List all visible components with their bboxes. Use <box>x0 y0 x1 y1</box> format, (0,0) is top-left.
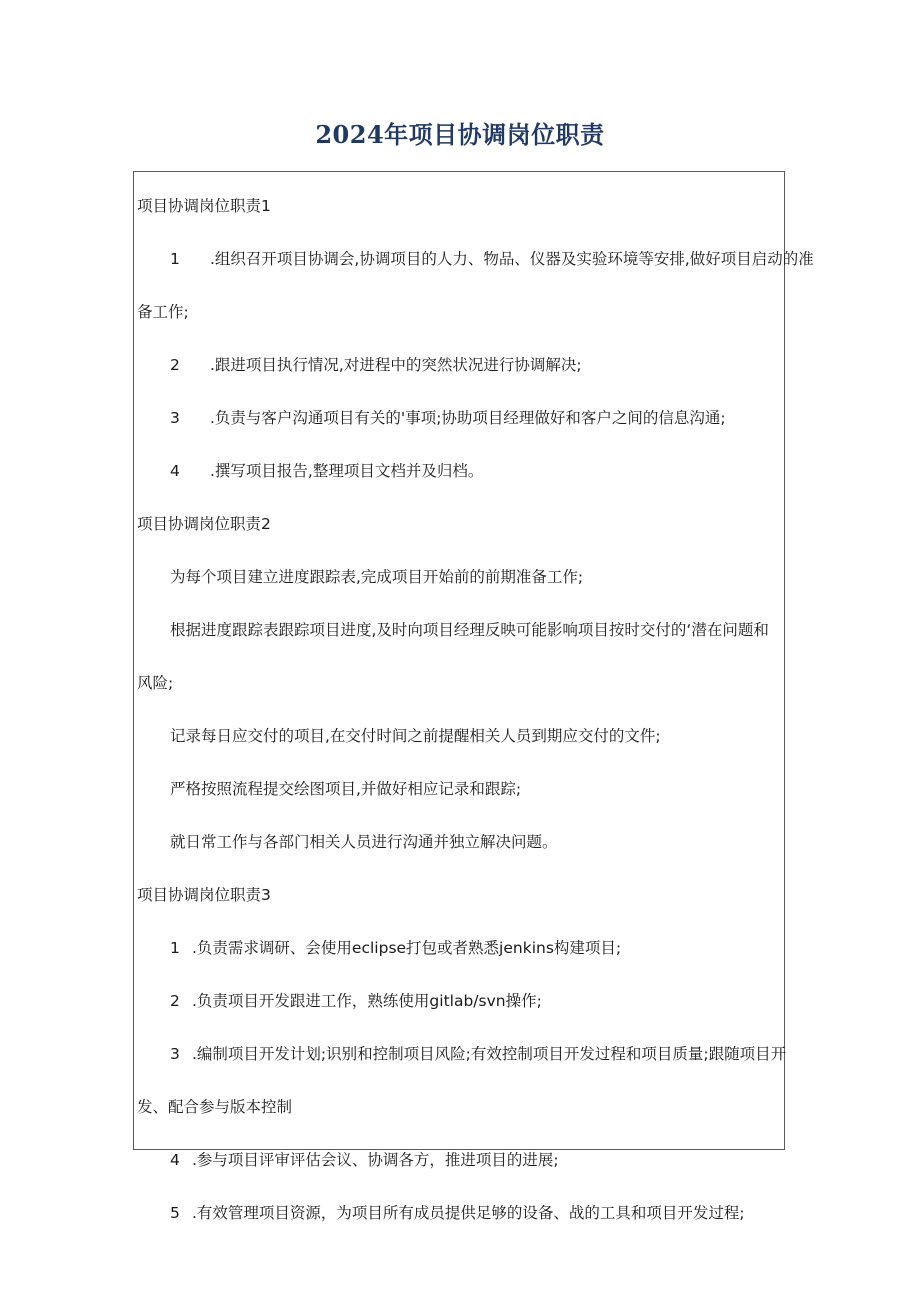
item-number: 4 <box>170 1151 180 1169</box>
list-item <box>137 988 781 1014</box>
list-item <box>137 1147 781 1173</box>
item-text: .负责与客户沟通项目有关的'事项;协助项目经理做好和客户之间的信息沟通; <box>210 409 726 427</box>
list-item: 严格按照流程提交绘图项目,并做好相应记录和跟踪; <box>170 780 522 798</box>
list-item <box>137 246 814 272</box>
section-heading: 项目协调岗位职责3 <box>137 886 271 904</box>
list-item <box>137 1200 781 1226</box>
item-continuation: 发、配合参与版本控制 <box>137 1098 293 1116</box>
list-item <box>137 405 781 431</box>
list-item: 根据进度跟踪表跟踪项目进度,及时向项目经理反映可能影响项目按时交付的‘潜在问题和 <box>170 621 769 639</box>
item-text: .负责项目开发跟进工作，熟练使用gitlab/svn操作; <box>192 992 542 1010</box>
section-heading: 项目协调岗位职责2 <box>137 515 271 533</box>
document-body <box>137 182 814 1226</box>
section-heading: 项目协调岗位职责1 <box>137 197 271 215</box>
item-text: .撰写项目报告,整理项目文档并及归档。 <box>210 462 484 480</box>
list-item <box>137 458 781 484</box>
list-item <box>137 935 781 961</box>
list-item: 就日常工作与各部门相关人员进行沟通并独立解决问题。 <box>170 833 558 851</box>
item-number: 3 <box>170 409 180 427</box>
item-text: .跟进项目执行情况,对进程中的突然状况进行协调解决; <box>210 356 582 374</box>
item-text: .负责需求调研、会使用eclipse打包或者熟悉jenkins构建项目; <box>192 939 622 957</box>
list-item <box>137 352 781 378</box>
item-continuation: 风险; <box>137 674 174 692</box>
item-number: 1 <box>170 939 180 957</box>
item-number: 3 <box>170 1045 180 1063</box>
item-number: 4 <box>170 462 180 480</box>
list-item: 记录每日应交付的项目,在交付时间之前提醒相关人员到期应交付的文件; <box>170 727 661 745</box>
item-text: .有效管理项目资源，为项目所有成员提供足够的设备、战的工具和项目开发过程; <box>192 1204 745 1222</box>
item-number: 2 <box>170 356 180 374</box>
list-item: 为每个项目建立进度跟踪表,完成项目开始前的前期准备工作; <box>170 568 584 586</box>
item-number: 5 <box>170 1204 180 1222</box>
item-text: .组织召开项目协调会,协调项目的人力、物品、仪器及实验环境等安排,做好项目启动的准 <box>210 250 814 268</box>
list-item <box>137 1041 787 1067</box>
item-text: .参与项目评审评估会议、协调各方，推进项目的进展; <box>192 1151 559 1169</box>
item-text: .编制项目开发计划;识别和控制项目风险;有效控制项目开发过程和项目质量;跟随项目开 <box>192 1045 787 1063</box>
content-frame <box>133 171 814 1222</box>
document-title: 2024年项目协调岗位职责 <box>315 120 605 149</box>
item-number: 2 <box>170 992 180 1010</box>
item-number: 1 <box>170 250 180 268</box>
item-continuation: 备工作; <box>137 303 189 321</box>
